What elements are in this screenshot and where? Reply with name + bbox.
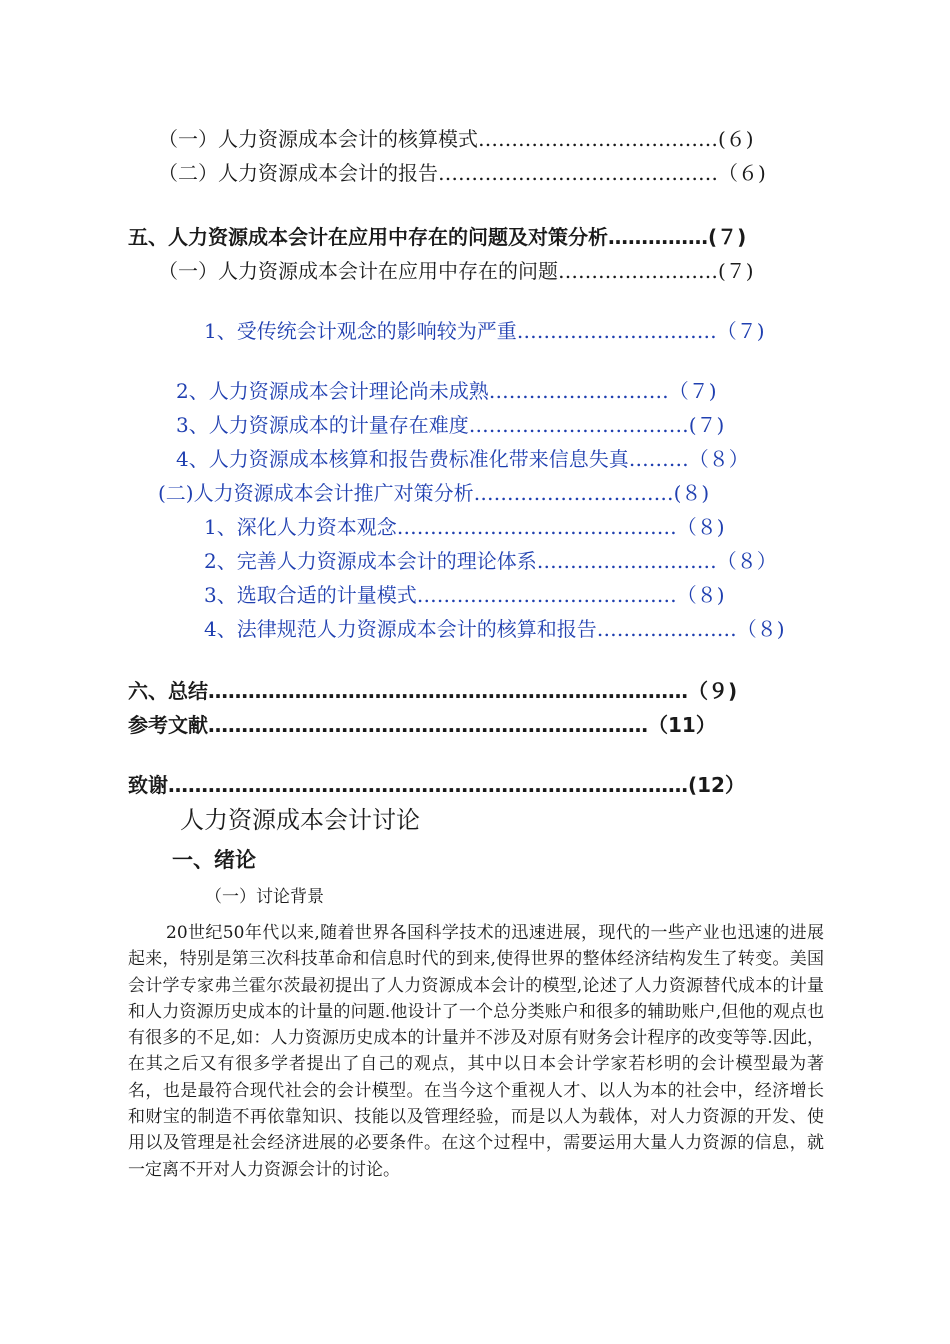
subsection-heading: （一）讨论背景 <box>205 887 324 907</box>
document-title: 人力资源成本会计讨论 <box>180 806 420 834</box>
toc-chapter-entry[interactable]: 参考文献…………………………………………………………（11） <box>128 713 716 737</box>
toc-entry[interactable]: （二）人力资源成本会计的报告……………………………………（６) <box>158 161 766 185</box>
toc-subentry-link[interactable]: 4、人力资源成本核算和报告费标准化带来信息失真………（８） <box>176 447 749 471</box>
toc-subentry-link[interactable]: 1、深化人力资本观念……………………………………（８) <box>204 515 725 539</box>
toc-subentry-link[interactable]: 2、完善人力资源成本会计的理论体系………………………（８） <box>204 549 777 573</box>
toc-subentry-link[interactable]: 3、人力资源成本的计量存在难度……………………………(７) <box>176 413 725 437</box>
toc-entry[interactable]: （一）人力资源成本会计在应用中存在的问题……………………(７) <box>158 259 754 283</box>
toc-subentry-link[interactable]: 1、受传统会计观念的影响较为严重…………………………（７) <box>204 319 765 343</box>
toc-subentry-link[interactable]: 2、人力资源成本会计理论尚未成熟………………………（７) <box>176 379 717 403</box>
toc-chapter-entry[interactable]: 五、人力资源成本会计在应用中存在的问题及对策分析……………(７) <box>128 225 747 249</box>
toc-chapter-entry[interactable]: 六、总结………………………………………………………………（９) <box>128 679 738 703</box>
body-paragraph: 20世纪50年代以来,随着世界各国科学技术的迅速进展，现代的一些产业也迅速的进展起来，特别是第三次科技革命和信息时代的到来,使得世界的整体经济结构发生了转变。美国会计学专家弗兰霍尔茨最初提出了人力资源成本会计的模型,论述了人力资源替代成本的计量和人力资源历史成本的计量的问题.他设计了一个总分类账户和很多的辅助账户,但他的观点也有很多的不足,如：人力资源历史成本的计量并不涉及对原有财务会计程序的改变等等.因此，在其之后又有很多学者提出了自己的观点，其中以日本会计学家若杉明的会计模型最为著名，也是最符合现代社会的会计模型。在当今这个重视人才、以人为本的社会中，经济增长和财宝的制造不再依靠知识、技能以及管理经验，而是以人为载体，对人力资源的开发、使用以及管理是社会经济进展的必要条件。在这个过程中，需要运用大量人力资源的信息，就一定离不开对人力资源会计的讨论。 <box>128 923 824 1180</box>
toc-entry-link[interactable]: (二)人力资源成本会计推广对策分析…………………………(８) <box>158 481 710 505</box>
section-heading: 一、绪论 <box>172 848 256 872</box>
toc-chapter-entry[interactable]: 致谢……………………………………………………………………(12） <box>128 773 745 797</box>
toc-entry[interactable]: （一）人力资源成本会计的核算模式………………………………(６) <box>158 127 754 151</box>
toc-subentry-link[interactable]: 4、法律规范人力资源成本会计的核算和报告…………………（８) <box>204 617 785 641</box>
toc-subentry-link[interactable]: 3、选取合适的计量模式…………………………………（８) <box>204 583 725 607</box>
